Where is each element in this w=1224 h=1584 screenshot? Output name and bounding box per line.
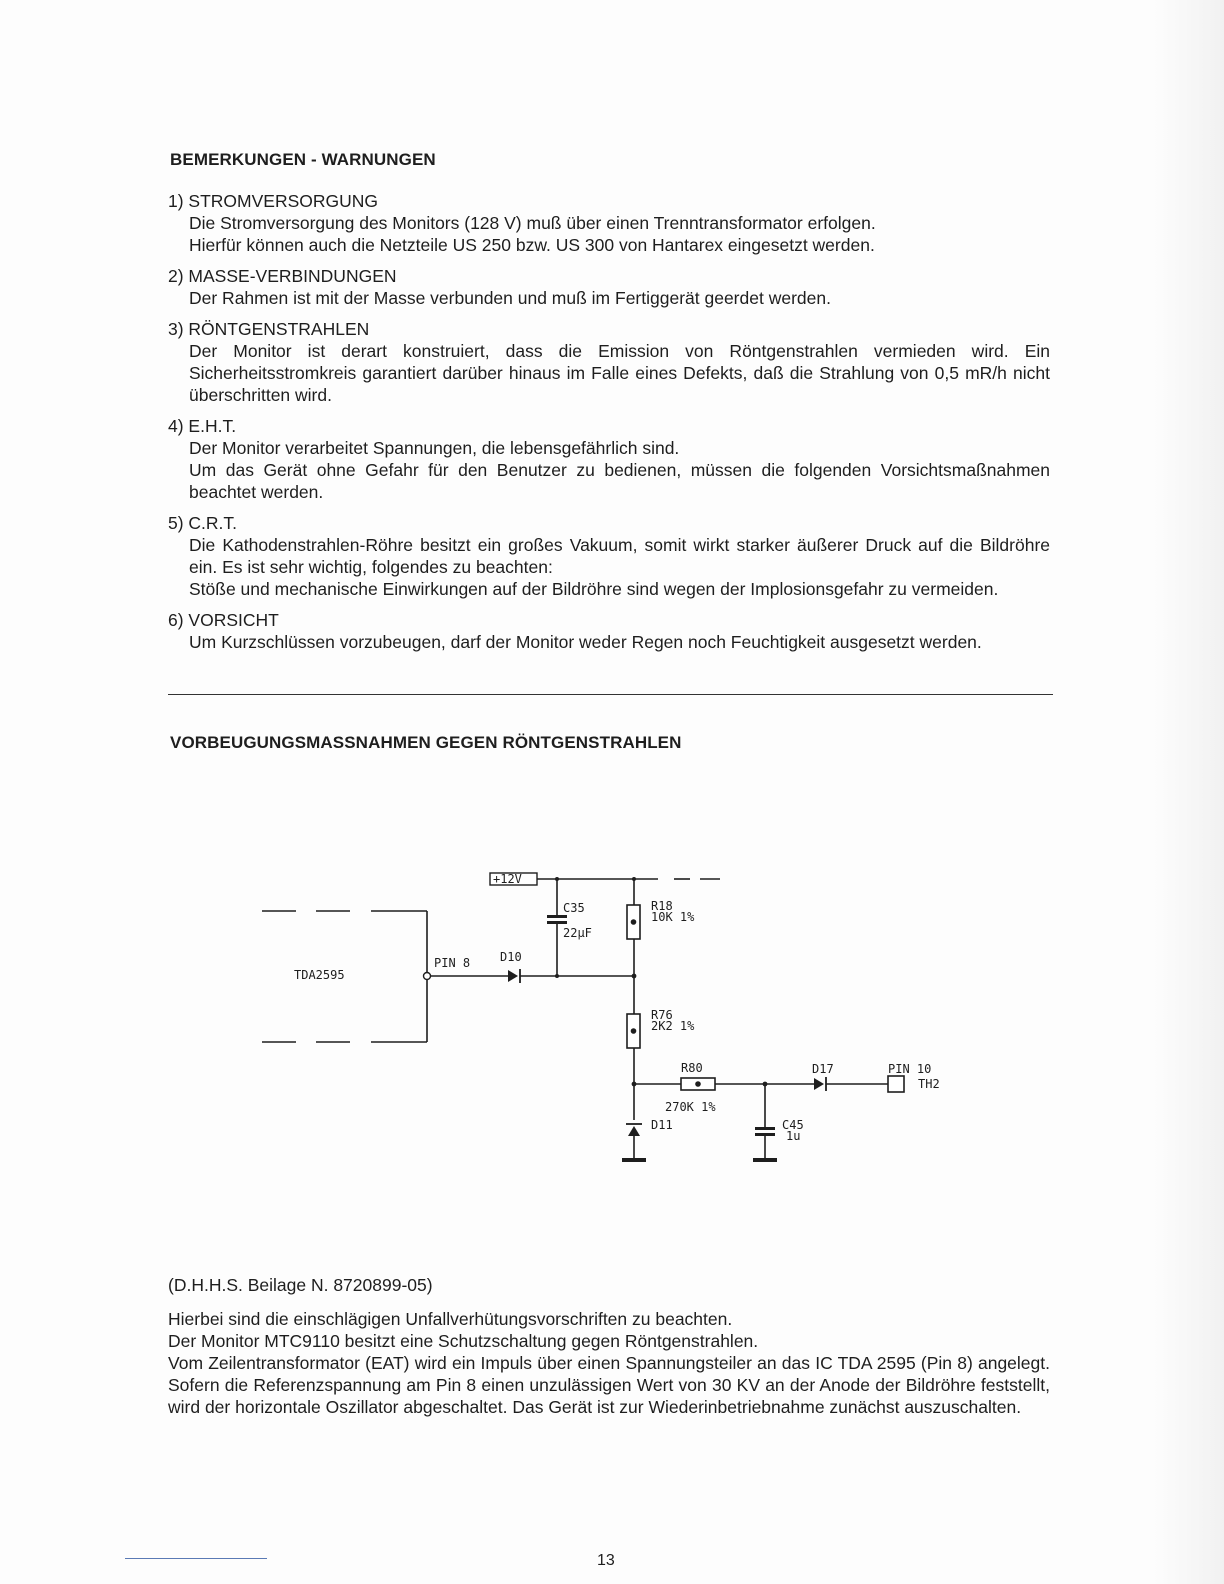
label-supply: +12V xyxy=(493,872,522,886)
note-title: 1) STROMVERSORGUNG xyxy=(168,191,379,211)
xray-protection-text xyxy=(168,1274,1050,1418)
note-line: Der Rahmen ist mit der Masse verbunden und muß im Fertiggerät geerdet werden. xyxy=(189,288,831,308)
note-title: 6) VORSICHT xyxy=(168,610,279,630)
margin-mark xyxy=(125,1558,267,1559)
page-number: 13 xyxy=(597,1552,615,1569)
body-line: Der Monitor MTC9110 besitzt eine Schutzschaltung gegen Röntgenstrahlen. xyxy=(168,1331,759,1351)
note-title: 2) MASSE-VERBINDUNGEN xyxy=(168,266,397,286)
label-c45: C45 xyxy=(782,1118,804,1132)
label-r80-value: 270K 1% xyxy=(665,1100,716,1114)
note-line: Der Monitor verarbeitet Spannungen, die lebensgefährlich sind. xyxy=(189,438,680,458)
label-r76: R76 xyxy=(651,1008,673,1022)
label-d10: D10 xyxy=(500,950,522,964)
body-line: Vom Zeilentransformator (EAT) wird ein Impuls über einen Spannungsteiler an das IC TDA 2595 (Pin 8) angelegt. Sofern die Referenzspannung am Pin 8 einen unzulässigen Wert von 30 KV an der Anode der Bildröhre feststellt, wird der horizontale Oszillator abgeschaltet. Das Gerät ist zur Wiederinbetriebnahme zunächst auszuschalten. xyxy=(168,1353,1050,1417)
note-title: 3) RÖNTGENSTRAHLEN xyxy=(168,319,370,339)
label-d17: D17 xyxy=(812,1062,834,1076)
section-heading-warnings: BEMERKUNGEN - WARNUNGEN xyxy=(170,150,436,169)
label-c45-value: 1u xyxy=(786,1129,801,1143)
note-title: 4) E.H.T. xyxy=(168,416,237,436)
label-ic-tda2595: TDA2595 xyxy=(294,968,345,982)
label-r80: R80 xyxy=(681,1061,703,1075)
label-c35: C35 xyxy=(563,901,585,915)
label-r18: R18 xyxy=(651,899,673,913)
note-line: Um Kurzschlüssen vorzubeugen, darf der Monitor weder Regen noch Feuchtigkeit ausgesetzt werden. xyxy=(189,632,982,652)
label-d11: D11 xyxy=(651,1118,673,1132)
label-th2: TH2 xyxy=(918,1077,940,1091)
label-r76-value: 2K2 1% xyxy=(651,1019,695,1033)
note-title: 5) C.R.T. xyxy=(168,513,238,533)
label-c35-value: 22µF xyxy=(563,926,592,940)
note-line: Stöße und mechanische Einwirkungen auf der Bildröhre sind wegen der Implosionsgefahr zu vermeiden. xyxy=(189,579,999,599)
section-heading-xray: VORBEUGUNGSMASSNAHMEN GEGEN RÖNTGENSTRAHLEN xyxy=(170,733,682,752)
note-line: Die Kathodenstrahlen-Röhre besitzt ein großes Vakuum, somit wirkt starker äußerer Druck auf die Bildröhre ein. Es ist sehr wichtig, folgendes zu beachten: xyxy=(189,535,1050,577)
note-line: Um das Gerät ohne Gefahr für den Benutzer zu bedienen, müssen die folgenden Vorsichtsmaßnahmen beachtet werden. xyxy=(189,460,1050,502)
label-r18-value: 10K 1% xyxy=(651,910,695,924)
note-line: Hierfür können auch die Netzteile US 250 bzw. US 300 von Hantarex eingesetzt werden. xyxy=(189,235,875,255)
note-line: Der Monitor ist derart konstruiert, dass die Emission von Röntgenstrahlen vermieden wird. Ein Sicherheitsstromkreis garantiert darüber hinaus im Falle eines Defekts, daß die Strahlung von 0,5 mR/h nicht überschritten wird. xyxy=(189,341,1050,405)
label-pin8: PIN 8 xyxy=(434,956,471,970)
note-line: Die Stromversorgung des Monitors (128 V) muß über einen Trenntransformator erfolgen. xyxy=(189,213,876,233)
label-pin10: PIN 10 xyxy=(888,1062,932,1076)
reference-note: (D.H.H.S. Beilage N. 8720899-05) xyxy=(168,1275,433,1295)
body-line: Hierbei sind die einschlägigen Unfallverhütungsvorschriften zu beachten. xyxy=(168,1309,733,1329)
